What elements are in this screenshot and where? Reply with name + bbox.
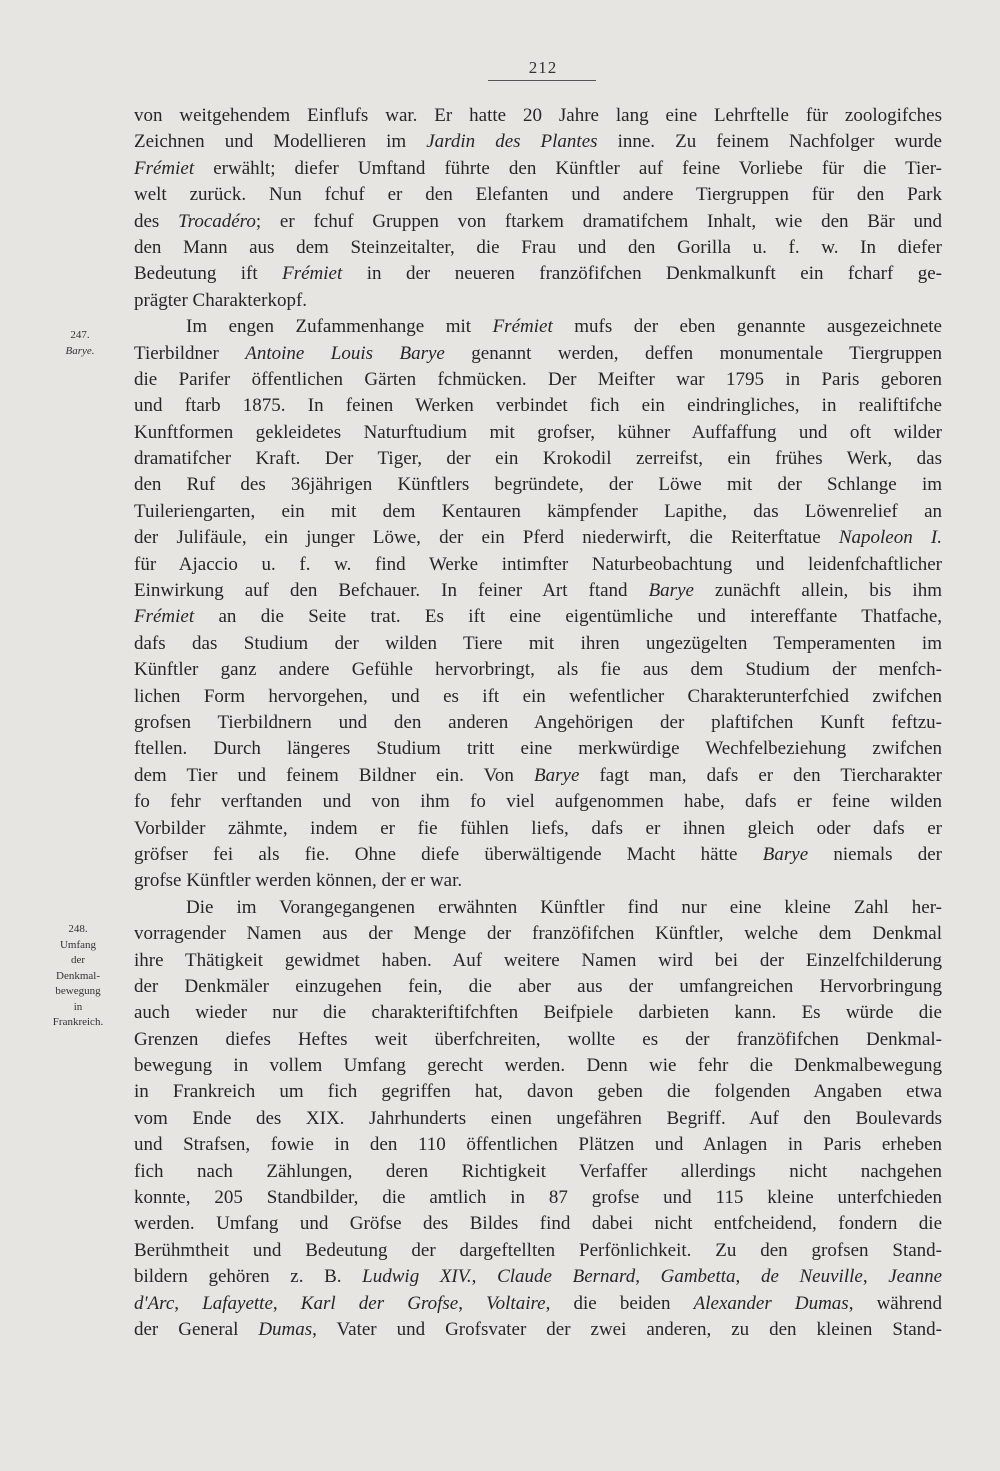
text-line: Tuileriengarten, ein mit dem Kentauren kämpfender Lapithe, das Löwenrelief an xyxy=(134,500,942,522)
text-line: lichen Form hervorgehen, und es ift ein wefentlicher Charakterunterfchied zwifchen xyxy=(134,685,942,707)
text-line: und Strafsen, fowie in den 110 öffentlichen Plätzen und Anlagen in Paris erheben xyxy=(134,1134,942,1156)
text-line: Berühmtheit und Bedeutung der dargeftellten Perfönlichkeit. Zu den grofsen Stand- xyxy=(134,1239,942,1261)
text-line: prägter Charakterkopf. xyxy=(134,289,308,311)
text-line: d'Arc, Lafayette, Karl der Grofse, Voltaire, die beiden Alexander Dumas, während xyxy=(134,1292,943,1314)
text-line: und ftarb 1875. In feinen Werken verbindet fich ein eindringliches, in realiftifche xyxy=(134,395,942,417)
text-line: fich nach Zählungen, deren Richtigkeit Verfaffer allerdings nicht nachgehen xyxy=(134,1160,942,1182)
text-line: werden. Umfang und Gröfse des Bildes find dabei nicht entfcheidend, fondern die xyxy=(134,1213,942,1235)
text-line: fo fehr verftanden und von ihm fo viel aufgenommen habe, dafs er feine wilden xyxy=(134,791,942,813)
text-line: Grenzen diefes Heftes weit überfchreiten, wollte es der franzöfifchen Denkmal- xyxy=(134,1028,942,1050)
text-line: grofsen Tierbildnern und den anderen Angehörigen der plaftifchen Kunft feftzu- xyxy=(134,711,942,733)
text-line: bildern gehören z. B. Ludwig XIV., Claude Bernard, Gambetta, de Neuville, Jeanne xyxy=(134,1266,943,1288)
text-line: die Parifer öffentlichen Gärten fchmücken. Der Meifter war 1795 in Paris geboren xyxy=(134,368,942,390)
margin-note-line: in xyxy=(73,1000,83,1013)
text-line: des Trocadéro; er fchuf Gruppen von ftarkem dramatifchem Inhalt, wie den Bär und xyxy=(134,210,942,232)
text-line: auch wieder nur die charakteriftifchften Beifpiele darbieten kann. Es würde die xyxy=(134,1002,942,1024)
text-line: grofse Künftler werden können, der er war. xyxy=(134,870,463,892)
text-line: Die im Vorangegangenen erwähnten Künftler find nur eine kleine Zahl her- xyxy=(186,896,942,918)
text-line: der Denkmäler einzugehen fein, die aber aus der umfangreichen Hervorbringung xyxy=(134,975,942,997)
text-line: Frémiet an die Seite trat. Es ift eine eigentümliche und intereffante Thatfache, xyxy=(134,606,942,628)
margin-note-line: Denkmal- xyxy=(56,969,100,982)
margin-note-248 xyxy=(28,922,128,1031)
text-line: den Ruf des 36jährigen Künftlers begründete, der Löwe mit der Schlange im xyxy=(134,474,942,496)
text-line: den Mann aus dem Steinzeitalter, die Frau und den Gorilla u. f. w. In diefer xyxy=(134,236,942,258)
margin-note-line: der xyxy=(70,954,86,966)
body-text xyxy=(134,103,942,1343)
text-line: dem Tier und feinem Bildner ein. Von Barye fagt man, dafs er den Tiercharakter xyxy=(134,764,942,786)
margin-note-number: 248. xyxy=(68,923,88,935)
text-line: vom Ende des XIX. Jahrhunderts einen ungefähren Begriff. Auf den Boulevards xyxy=(134,1107,942,1129)
margin-note-number: 247. xyxy=(70,329,90,341)
text-line: Zeichnen und Modellieren im Jardin des Plantes inne. Zu feinem Nachfolger wurde xyxy=(134,131,942,153)
text-line: vorragender Namen aus der Menge der franzöfifchen Künftler, welche dem Denkmal xyxy=(134,923,942,945)
text-line: Kunftformen gekleidetes Naturftudium mit grofser, kühner Auffaffung und oft wilder xyxy=(134,421,942,443)
text-line: dramatifcher Kraft. Der Tiger, der ein Krokodil zerreifst, ein frühes Werk, das xyxy=(134,448,942,470)
text-line: dafs das Studium der wilden Tiere mit ihren ungezügelten Temperamenten im xyxy=(134,632,942,654)
text-line: ihre Thätigkeit gewidmet haben. Auf weitere Namen wird bei der Einzelfchilderung xyxy=(134,949,942,971)
page-number: 212 xyxy=(528,58,558,77)
text-line: von weitgehendem Einflufs war. Er hatte 20 Jahre lang eine Lehrftelle für zoologifches xyxy=(134,105,942,126)
text-line: Im engen Zufammenhange mit Frémiet mufs der eben genannte ausgezeichnete xyxy=(186,316,942,338)
text-line: welt zurück. Nun fchuf er den Elefanten und andere Tiergruppen für den Park xyxy=(134,184,942,206)
margin-note-line: bewegung xyxy=(55,985,101,997)
text-line: der Julifäule, ein junger Löwe, der ein Pferd niederwirft, die Reiterftatue Napoleon I. xyxy=(134,527,942,549)
text-line: Vorbilder zähmte, indem er fie fühlen liefs, dafs er ihnen gleich oder dafs er xyxy=(134,817,942,839)
text-line: Bedeutung ift Frémiet in der neueren franzöfifchen Denkmalkunft ein fcharf ge- xyxy=(134,263,942,285)
text-line: in Frankreich um fich gegriffen hat, davon geben die folgenden Angaben etwa xyxy=(134,1081,942,1103)
text-line: Künftler ganz andere Gefühle hervorbringt, als fie aus dem Studium der menfch- xyxy=(134,659,942,681)
header-rule xyxy=(488,80,596,81)
margin-note-247 xyxy=(50,328,110,359)
text-line: Tierbildner Antoine Louis Barye genannt werden, deffen monumentale Tiergruppen xyxy=(134,342,943,364)
text-line: konnte, 205 Standbilder, die amtlich in 87 grofse und 115 kleine unterfchieden xyxy=(134,1187,942,1209)
text-line: ftellen. Durch längeres Studium tritt eine merkwürdige Wechfelbeziehung zwifchen xyxy=(134,738,942,760)
margin-note-line: Frankreich. xyxy=(52,1016,104,1028)
text-line: der General Dumas, Vater und Grofsvater der zwei anderen, zu den kleinen Stand- xyxy=(134,1318,942,1340)
margin-note-title: Barye. xyxy=(65,344,95,357)
text-line: Frémiet erwählt; diefer Umftand führte den Künftler auf feine Vorliebe für die Tier- xyxy=(134,157,942,179)
text-line: gröfser fei als fie. Ohne diefe überwältigende Macht hätte Barye niemals der xyxy=(134,843,943,865)
text-line: für Ajaccio u. f. w. find Werke intimfter Naturbeobachtung und leidenfchaftlicher xyxy=(134,553,942,575)
margin-note-line: Umfang xyxy=(59,938,97,951)
text-line: bewegung in vollem Umfang gerecht werden. Denn wie fehr die Denkmalbewegung xyxy=(134,1055,942,1077)
text-line: Einwirkung auf den Befchauer. In feiner Art ftand Barye zunächft allein, bis ihm xyxy=(134,580,942,602)
